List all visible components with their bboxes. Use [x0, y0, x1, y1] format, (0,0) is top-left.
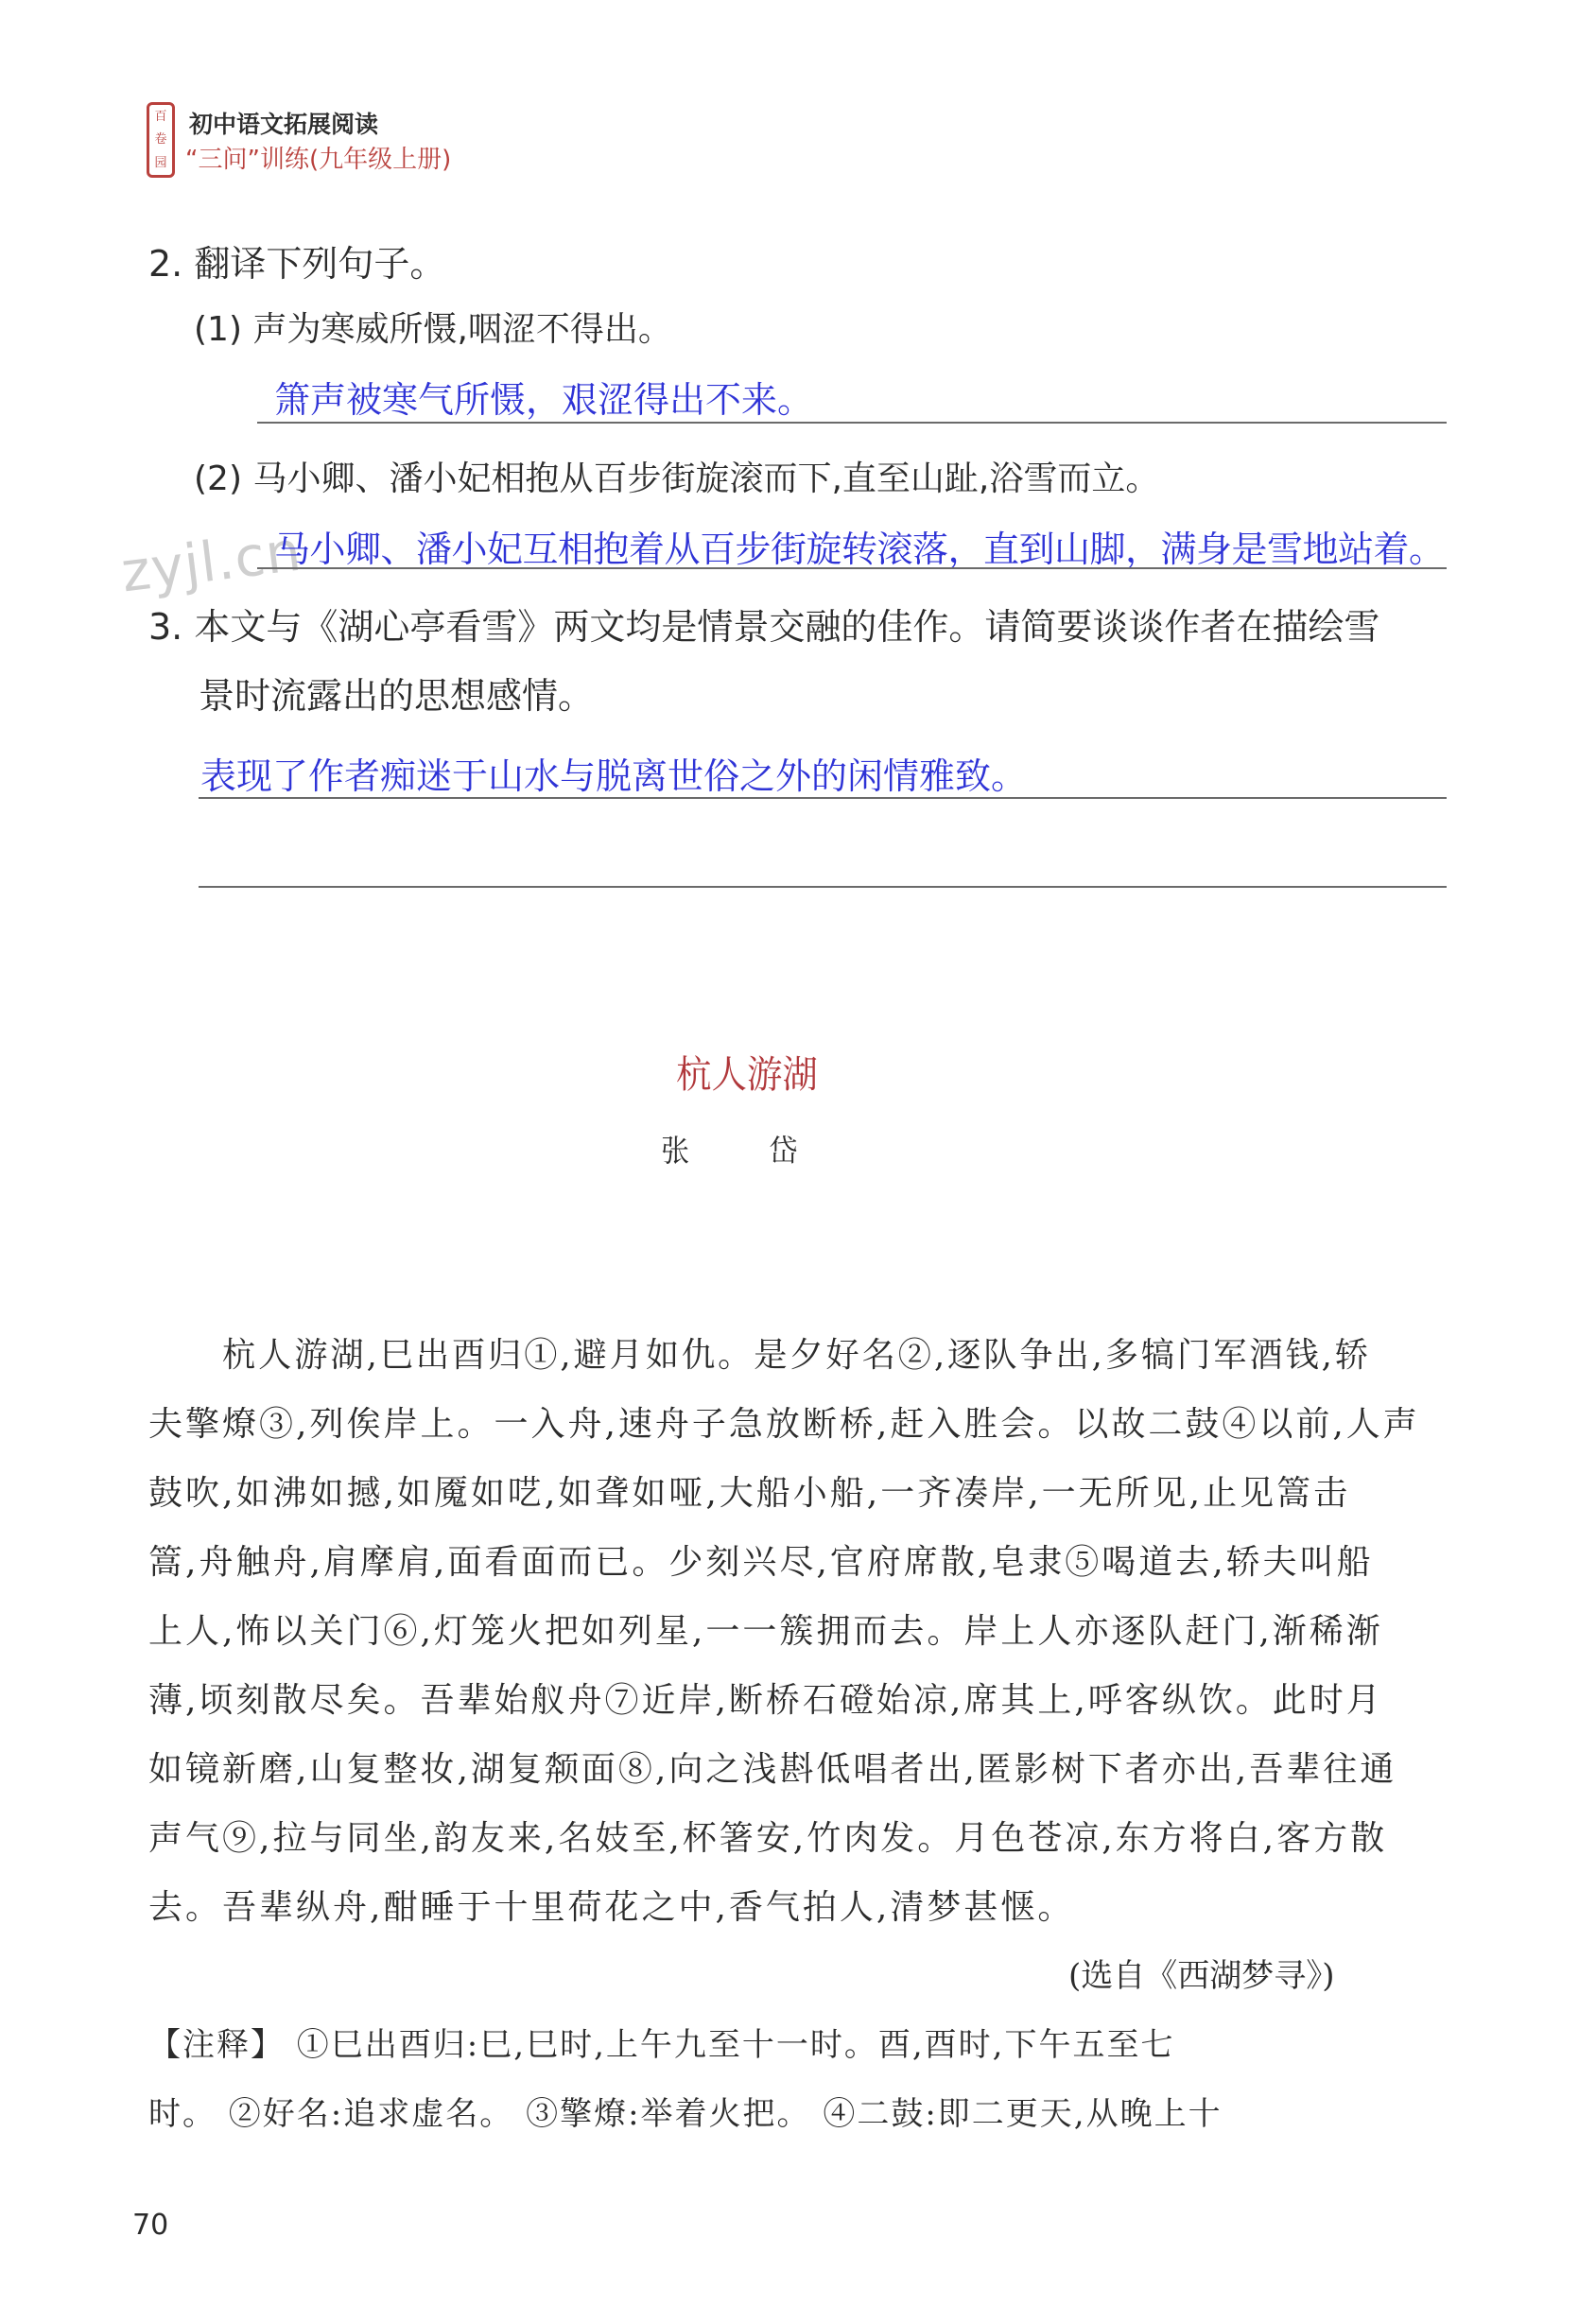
article-line: 夫擎燎③,列俟岸上。一入舟,速舟子急放断桥,赶入胜会。以故二鼓④以前,人声 — [148, 1405, 1420, 1444]
article-title: 杭人游湖 — [676, 1053, 818, 1097]
question-3-prompt-line2: 景时流露出的思想感情。 — [199, 675, 595, 717]
notes-line: 时。 ②好名:追求虚名。 ③擎燎:举着火把。 ④二鼓:即二更天,从晚上十 — [148, 2095, 1223, 2133]
article-line: 篙,舟触舟,肩摩肩,面看面而已。少刻兴尽,官府席散,皂隶⑤喝道去,轿夫叫船 — [148, 1543, 1374, 1582]
article-line: 声气⑨,拉与同坐,韵友来,名妓至,杯箸安,竹肉发。月色苍凉,东方将白,客方散 — [148, 1819, 1388, 1858]
article-author: 张 岱 — [661, 1133, 833, 1169]
answer-2-1: 箫声被寒气所慑，艰涩得出不来。 — [274, 379, 814, 421]
answer-3: 表现了作者痴迷于山水与脱离世俗之外的闲情雅致。 — [200, 755, 1028, 797]
article-line: 去。吾辈纵舟,酣睡于十里荷花之中,香气拍人,清梦甚惬。 — [148, 1888, 1075, 1927]
article-line: 薄,顷刻散尽矣。吾辈始舣舟⑦近岸,断桥石磴始凉,席其上,呼客纵饮。此时月 — [148, 1681, 1383, 1720]
answer-line — [199, 797, 1447, 799]
book-series-title: 初中语文拓展阅读 — [189, 111, 379, 138]
answer-line — [199, 886, 1447, 888]
logo-char: 百 — [154, 109, 167, 124]
answer-line — [257, 567, 1447, 569]
logo-char: 卷 — [154, 132, 167, 147]
question-2-item-2: (2) 马小卿、潘小妃相抱从百步街旋滚而下,直至山趾,浴雪而立。 — [194, 459, 1160, 498]
question-2-item-1: (1) 声为寒威所慑,咽涩不得出。 — [194, 310, 672, 349]
page-number: 70 — [132, 2209, 169, 2242]
article-source: (选自《西湖梦寻》) — [1068, 1957, 1335, 1995]
question-2-prompt: 2. 翻译下列句子。 — [148, 243, 446, 285]
article-line: 杭人游湖,巳出酉归①,避月如仇。是夕好名②,逐队争出,多犒门军酒钱,轿 — [222, 1336, 1371, 1375]
question-3-prompt-line1: 3. 本文与《湖心亭看雪》两文均是情景交融的佳作。请简要谈谈作者在描绘雪 — [148, 606, 1380, 648]
answer-line — [257, 422, 1447, 424]
logo-char: 园 — [154, 156, 167, 171]
series-logo — [147, 102, 175, 178]
notes-line: 【注释】 ①巳出酉归:巳,巳时,上午九至十一时。酉,酉时,下午五至七 — [148, 2026, 1175, 2064]
watermark: zyjl.cn — [117, 518, 305, 605]
article-line: 上人,怖以关门⑥,灯笼火把如列星,一一簇拥而去。岸上人亦逐队赶门,渐稀渐 — [148, 1612, 1383, 1651]
article-line: 如镜新磨,山复整妆,湖复颒面⑧,向之浅斟低唱者出,匿影树下者亦出,吾辈往通 — [148, 1750, 1397, 1789]
article-line: 鼓吹,如沸如撼,如魇如呓,如聋如哑,大船小船,一齐凑岸,一无所见,止见篙击 — [148, 1474, 1351, 1513]
book-volume-title: “三问”训练(九年级上册) — [185, 146, 452, 174]
answer-2-2: 马小卿、潘小妃互相抱着从百步街旋转滚落，直到山脚，满身是雪地站着。 — [274, 529, 1445, 570]
